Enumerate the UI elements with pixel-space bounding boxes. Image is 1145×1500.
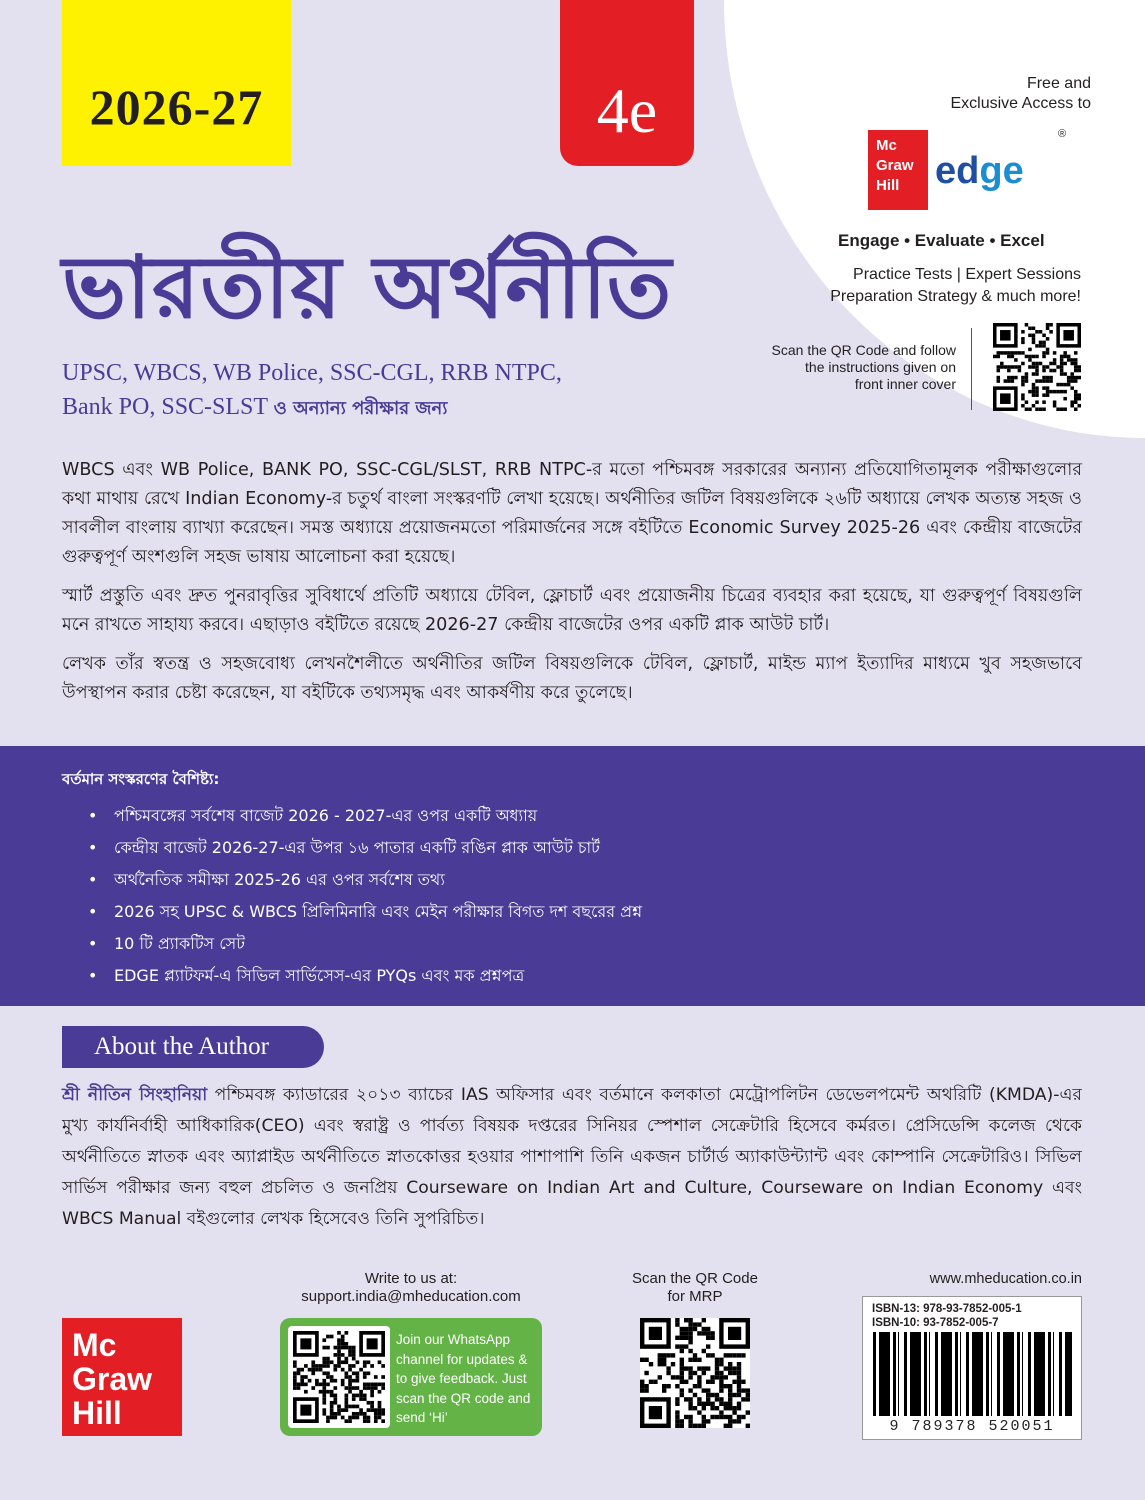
logo-word: Mc xyxy=(72,1327,117,1363)
whatsapp-qr-code-icon[interactable] xyxy=(293,1331,385,1423)
author-name: শ্রী নীতিন সিংহানিয়া xyxy=(62,1085,208,1105)
edge-features xyxy=(830,264,1081,308)
barcode-number: 9 789378 520051 xyxy=(889,1418,1055,1435)
target-exams xyxy=(62,356,562,426)
edge-tagline: Engage • Evaluate • Excel xyxy=(838,231,1045,250)
exams-list: Bank PO, SSC-SLST xyxy=(62,394,274,420)
registered-mark: ® xyxy=(1058,128,1067,140)
contact-label xyxy=(280,1270,542,1306)
scan-line: Scan the QR Code and follow xyxy=(771,342,956,358)
features-list xyxy=(88,800,642,992)
description-paragraph: লেখক তাঁর স্বতন্ত্র ও সহজবোধ্য লেখনশৈলীতে অর্থনীতির জটিল বিষয়গুলিকে টেবিল, ফ্লোচার্ট, মাইন্ড ম্যাপ ইত্যাদির মাধ্যমে খুব সহজভাবে উপস্থাপন করার চেষ্টা করেছেন, যা বইটিকে তথ্যসমৃদ্ধ এবং আকর্ষণীয় করে তুলেছে। xyxy=(62,654,1082,703)
scan-line: front inner cover xyxy=(854,376,956,392)
mrp-label-line: Scan the QR Code xyxy=(632,1270,758,1287)
logo-word: Hill xyxy=(876,177,900,194)
description-paragraph: স্মার্ট প্রস্তুতি এবং দ্রুত পুনরাবৃত্তির সুবিধার্থে প্রতিটি অধ্যায়ে টেবিল, ফ্লোচার্ট এবং প্রয়োজনীয় চিত্রের ব্যবহার করা হয়েছে, যা গুরুত্বপূর্ণ বিষয়গুলি মনে রাখতে সাহায্য করবে। এছাড়াও বইটিতে রয়েছে 2026-27 কেন্দ্রীয় বাজেটের ওপর একটি প্লাক আউট চার্ট। xyxy=(62,586,1082,635)
write-to-us-label: Write to us at: xyxy=(364,1270,458,1287)
logo-word: Graw xyxy=(876,157,914,174)
logo-word: Mc xyxy=(876,137,897,154)
exams-line-2 xyxy=(62,390,562,426)
exams-line-1: UPSC, WBCS, WB Police, SSC-CGL, RRB NTPC, xyxy=(62,360,562,386)
whatsapp-text: Join our WhatsApp channel for updates & to give feedback. Just scan the QR code and send ‘Hi’ xyxy=(396,1332,531,1425)
about-author-heading: About the Author xyxy=(62,1026,324,1068)
list-item: • 10 টি প্র্যাকটিস সেট xyxy=(88,928,642,960)
promo-heading-line-1: Free and xyxy=(1026,75,1091,92)
mrp-qr-code-icon[interactable] xyxy=(640,1318,750,1428)
list-item: • অর্থনৈতিক সমীক্ষা 2025-26 এর ওপর সর্বশেষ তথ্য xyxy=(88,864,642,896)
edge-logo-part: ed xyxy=(935,150,980,192)
edge-logo xyxy=(935,150,1024,193)
description-paragraph: WBCS এবং WB Police, BANK PO, SSC-CGL/SLST, RRB NTPC-র মতো পশ্চিমবঙ্গ সরকারের অন্যান্য প্রতিযোগিতামূলক পরীক্ষাগুলোর কথা মাথায় রেখে Indian Economy-র চতুর্থ বাংলা সংস্করণটি লেখা হয়েছে। অর্থনীতির জটিল বিষয়গুলিকে ২৬টি অধ্যায়ে লেখক অত্যন্ত সহজ ও সাবলীল বাংলায় ব্যাখ্যা করেছেন। সমস্ত অধ্যায়ে প্রয়োজনমতো পরিমার্জনের সঙ্গে বইটিতে Economic Survey 2025-26 এবং কেন্দ্রীয় বাজেটের গুরুত্বপূর্ণ অংশগুলি সহজ ভাষায় আলোচনা করা হয়েছে। xyxy=(62,460,1082,567)
edge-features-line: Preparation Strategy & much more! xyxy=(830,288,1081,305)
mrp-label-line: for MRP xyxy=(667,1288,723,1305)
author-bio-text: পশ্চিমবঙ্গ ক্যাডারের ২০১৩ ব্যাচের IAS অফিসার এবং বর্তমানে কলকাতা মেট্রোপলিটন ডেভেলপমেন্ট অথরিটি (KMDA)-এর মুখ্য কার্যনির্বাহী আধিকারিক(CEO) এবং স্বরাষ্ট্র ও পার্বত্য বিষয়ক দপ্তরের সিনিয়র স্পেশাল সেক্রেটারি হিসেবে কর্মরত। প্রেসিডেন্সি কলেজ থেকে অর্থনীতিতে স্নাতক এবং অ্যাপ্লাইড অর্থনীতিতে স্নাতকোত্তর হওয়ার পাশাপাশি তিনি একজন চার্টার্ড অ্যাকাউন্ট্যান্ট এবং কোম্পানি সেক্রেটারিও। সিভিল সার্ভিস পরীক্ষার জন্য বহুল প্রচলিত ও জনপ্রিয় Courseware on Indian Art and Culture, Courseware on Indian Economy এবং WBCS Manual বইগুলোর লেখক হিসেবেও তিনি সুপরিচিত। xyxy=(62,1085,1082,1229)
author-bio xyxy=(62,1080,1082,1235)
mcgraw-hill-logo-small xyxy=(868,130,928,210)
book-description xyxy=(62,456,1082,718)
list-item: • 2026 সহ UPSC & WBCS প্রিলিমিনারি এবং মেইন পরীক্ষার বিগত দশ বছরের প্রশ্ন xyxy=(88,896,642,928)
edge-features-line: Practice Tests | Expert Sessions xyxy=(853,266,1081,283)
edition-number: 4e xyxy=(596,75,658,146)
promo-heading xyxy=(951,74,1092,114)
website-link[interactable]: www.mheducation.co.in xyxy=(929,1271,1082,1287)
promo-heading-line-2: Exclusive Access to xyxy=(950,95,1091,112)
book-title: ভারতীয় অর্থনীতি xyxy=(62,238,673,338)
support-email-link[interactable]: support.india@mheducation.com xyxy=(301,1288,521,1305)
isbn-info xyxy=(872,1302,1022,1330)
scan-line: the instructions given on xyxy=(805,359,956,375)
mcgraw-hill-logo xyxy=(62,1318,182,1436)
divider xyxy=(971,328,972,410)
exams-suffix: ও অন্যান্য পরীক্ষার জন্য xyxy=(273,398,448,419)
list-item: • EDGE প্ল্যাটফর্ম-এ সিভিল সার্ভিসেস-এর PYQs এবং মক প্রশ্নপত্র xyxy=(88,960,642,992)
list-item: • কেন্দ্রীয় বাজেট 2026-27-এর উপর ১৬ পাতার একটি রঙিন প্লাক আউট চার্ট xyxy=(88,832,642,864)
mrp-label xyxy=(620,1270,770,1306)
isbn-13: ISBN-13: 978-93-7852-005-1 xyxy=(872,1303,1022,1315)
edge-logo-part: ge xyxy=(979,150,1024,192)
features-heading: বর্তমান সংস্করণের বৈশিষ্ট্য: xyxy=(62,770,220,788)
list-item: • পশ্চিমবঙ্গের সর্বশেষ বাজেট 2026 - 2027-এর ওপর একটি অধ্যায় xyxy=(88,800,642,832)
edition-year: 2026-27 xyxy=(89,79,264,135)
scan-instructions xyxy=(772,342,956,393)
isbn-10: ISBN-10: 93-7852-005-7 xyxy=(872,1317,999,1329)
edge-qr-code-icon[interactable] xyxy=(993,323,1081,411)
logo-word: Graw xyxy=(72,1361,153,1397)
logo-word: Hill xyxy=(72,1395,122,1431)
barcode-icon xyxy=(872,1332,1072,1416)
